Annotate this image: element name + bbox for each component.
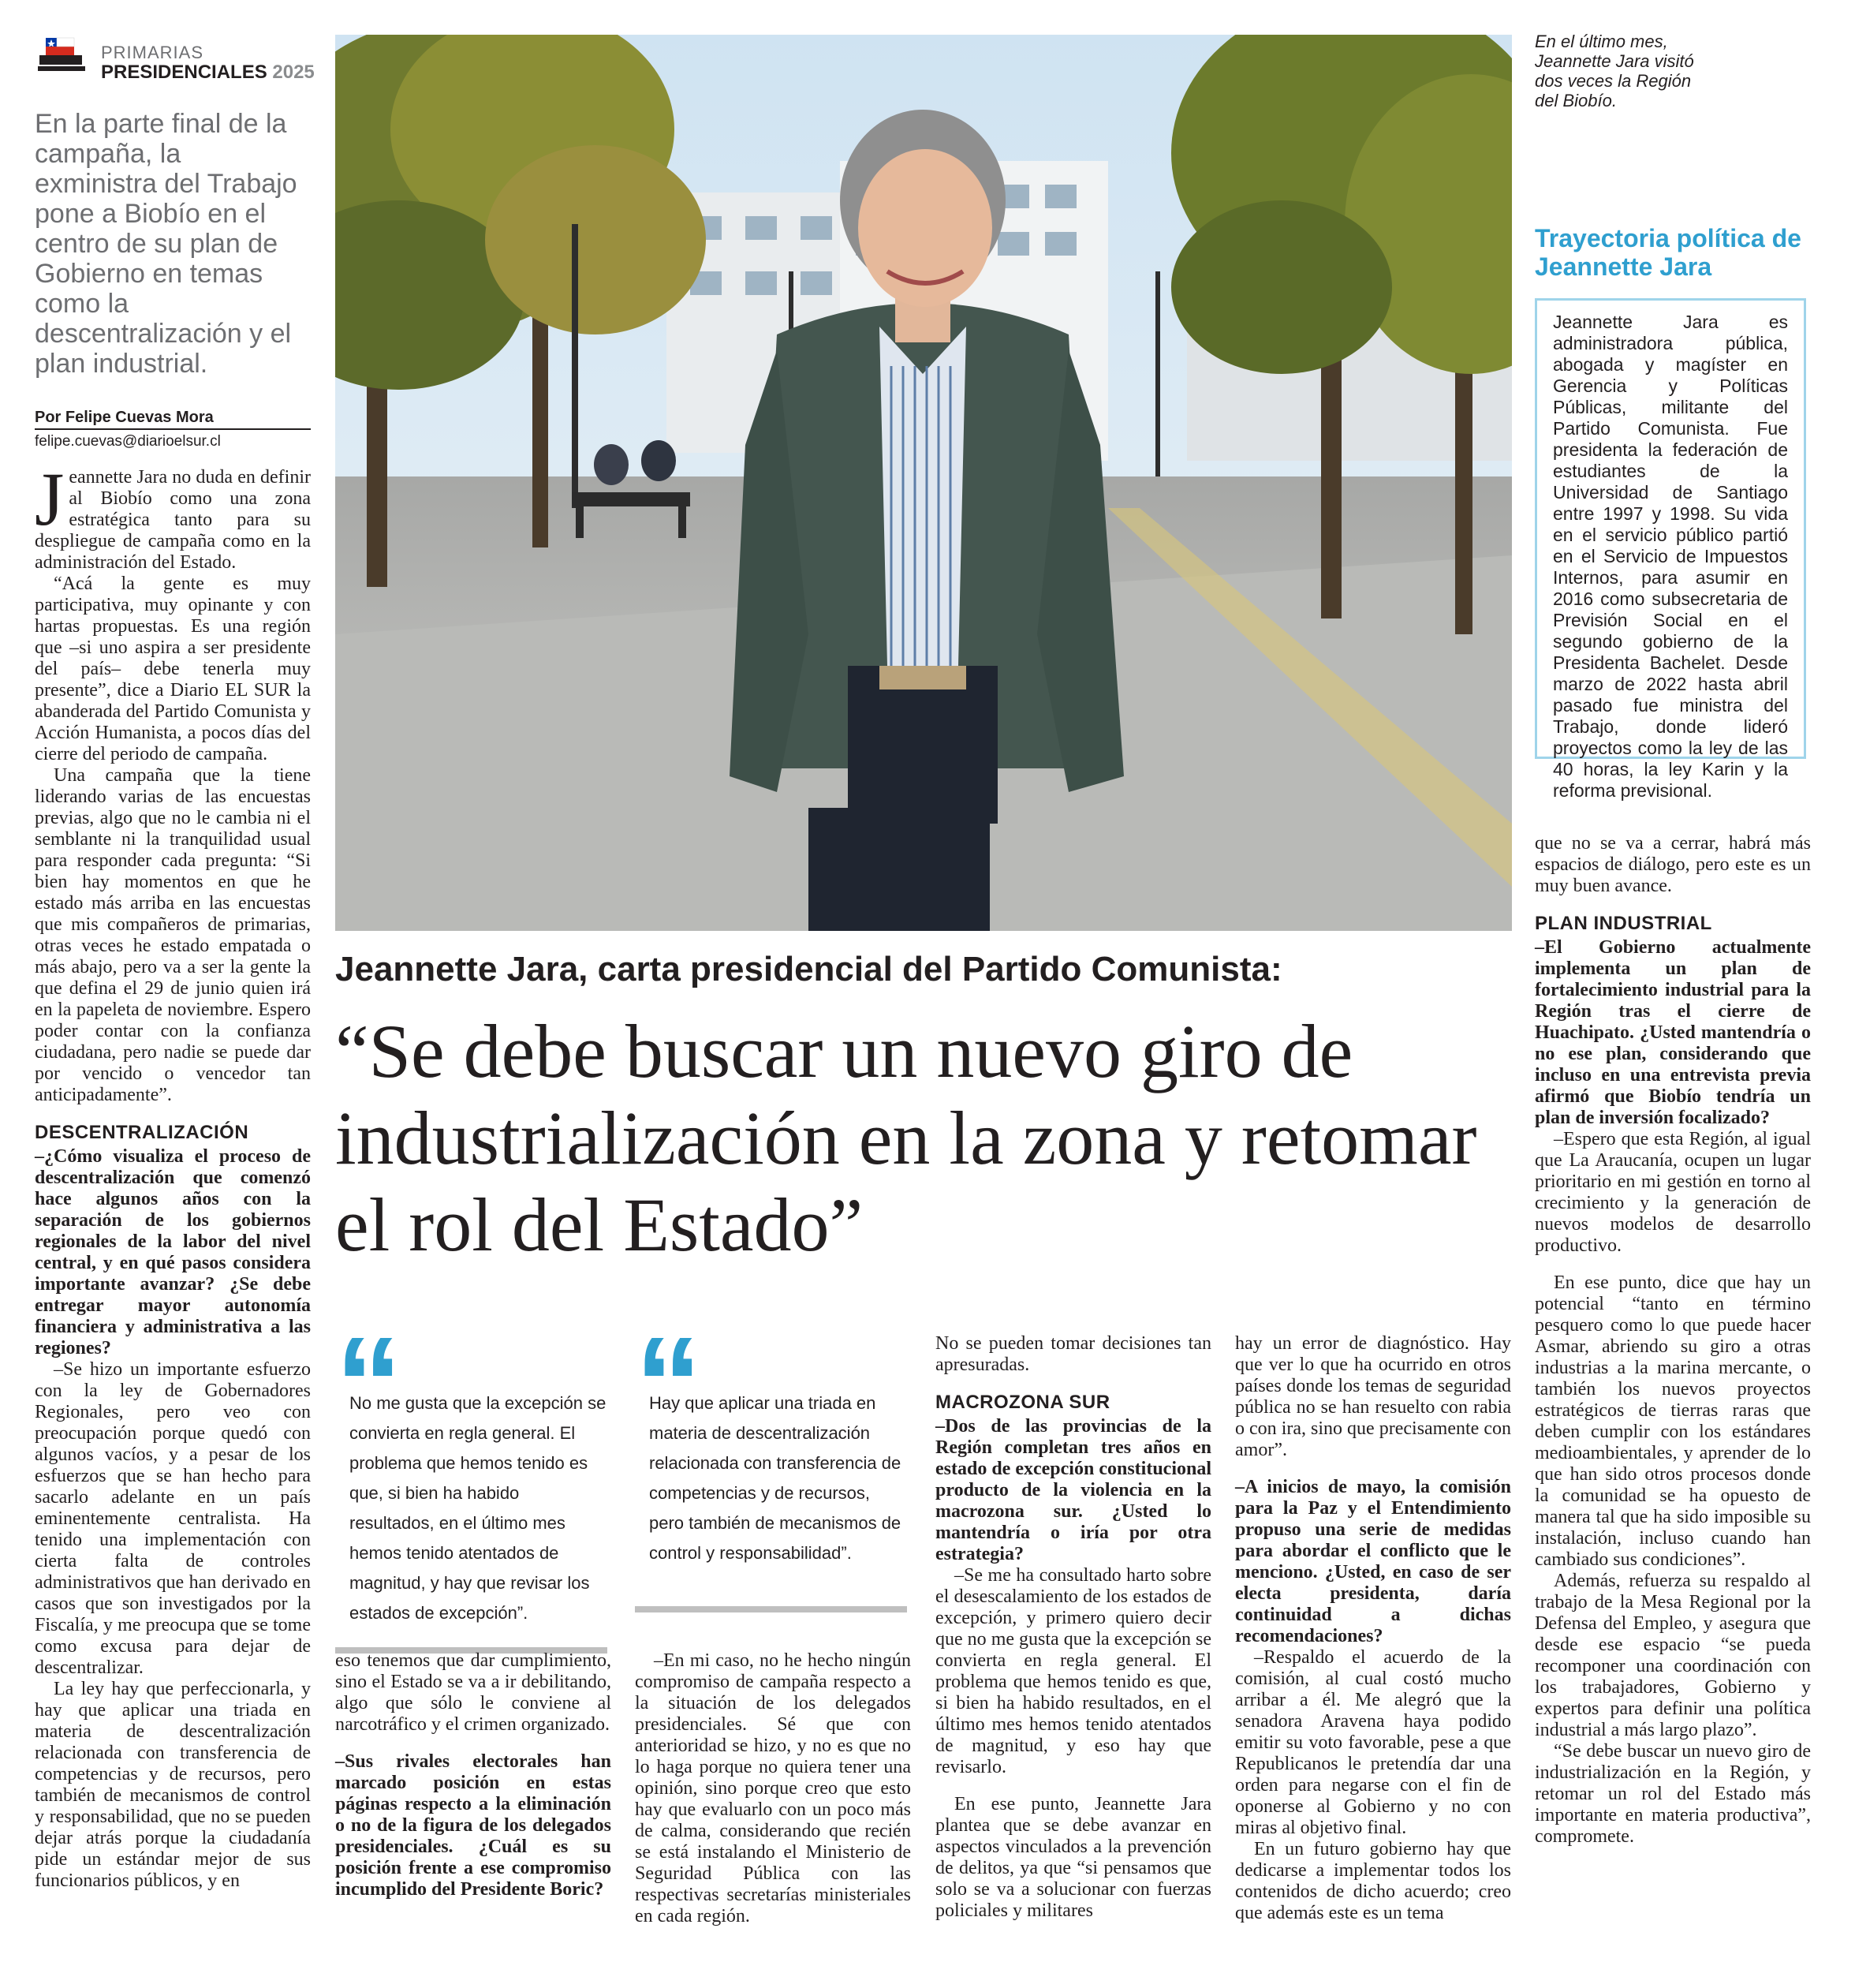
byline-author: Por Felipe Cuevas Mora	[35, 409, 311, 430]
col6-answer-4: “Se debe buscar un nuevo giro de industrialización en la Región, y retomar un rol del Estado más importante en materia productiva”, compromete.	[1535, 1741, 1811, 1847]
photo-illustration	[335, 35, 1512, 931]
chile-flag-icon	[35, 32, 98, 82]
subhead-macrozona-sur: MACROZONA SUR	[935, 1392, 1110, 1413]
column-6	[1535, 833, 1811, 1848]
subhead-descentralizacion: DESCENTRALIZACIÓN	[35, 1122, 249, 1143]
col1-p3: Una campaña que la tiene liderando varias de las encuestas previas, algo que no le cambia ni el semblante ni la tranquilidad usual para responder cada pregunta: “Si bien hay momentos en que he estado más arriba en las encuestas que mis compañeros de primarias, otras veces he estado empatada o más abajo, pero va a ser la gente la que defina el 29 de junio quien irá en la papeleta de noviembre. Espero poder contar con la confianza ciudadana, pero nadie se puede dar por vencido o vencedor tan anticipadamente”.	[35, 765, 311, 1105]
sidebar-box	[1535, 298, 1806, 801]
pullquote-2	[635, 1333, 907, 1612]
quote-mark-icon: “	[335, 1333, 402, 1420]
col1-question-1: –¿Cómo visualiza el proceso de descentralización que comenzó hace algunos años con la separación de los gobiernos regionales de la labor del nivel central, y en qué pasos considera importante avanzar? ¿Se debe entregar mayor autonomía financiera y administrativa a las regiones?	[35, 1146, 311, 1358]
column-3	[635, 1650, 911, 1927]
column-2	[335, 1650, 611, 1900]
col1-answer-1: –Se hizo un importante esfuerzo con la ley de Gobernadores Regionales, pero veo con preocupación porque quedó con algunos vacíos, y a pesar de los esfuerzos que se han hecho para sacarlo adelante en un país eminentemente centralista. Ha tenido una implementación con cierta falta de controles administrativos que han derivado en casos que son investigados por la Fiscalía, y me preocupa que se tome como excusa para dejar de descentralizar.	[35, 1359, 311, 1678]
col6-question-1: –El Gobierno actualmente implementa un plan de fortalecimiento industrial para la Región tras el cierre de Huachipato. ¿Usted mantendría o no ese plan, considerando que incluso en una entrevista previa afirmó que Biobío tendría un plan de inversión focalizado?	[1535, 937, 1811, 1128]
subhead-plan-industrial: PLAN INDUSTRIAL	[1535, 913, 1712, 934]
drop-cap: J	[35, 457, 65, 541]
col6-p1: que no se va a cerrar, habrá más espacios de diálogo, pero este es un muy buen avance.	[1535, 833, 1811, 896]
column-1	[35, 457, 311, 1892]
masthead-line2	[101, 62, 315, 84]
column-4	[935, 1333, 1211, 1922]
col4-p2: En ese punto, Jeannette Jara plantea que se debe avanzar en aspectos vinculados a la prevención de delitos, ya que “si pensamos que solo se va a solucionar con fuerzas policiales y militares	[935, 1794, 1211, 1921]
photo-caption: En el último mes, Jeannette Jara visitó dos veces la Región del Biobío.	[1535, 32, 1694, 110]
col1-intro	[35, 457, 311, 574]
col3-p1: –En mi caso, no he hecho ningún compromiso de campaña respecto a la situación de los delegados presidenciales. Sé que con anterioridad se hizo, y no es que no lo haga porque no quiera tener una opinión, sino porque creo que esto hay que evaluarlo con un poco más de calma, considerando que recién se está instalando el Ministerio de Seguridad Pública con las respectivas secretarías ministeriales en cada región.	[635, 1650, 911, 1926]
col1-answer-2: La ley hay que perfeccionarla, y hay que aplicar una triada en materia de descentralización relacionada con transferencia de competencias y de recursos, pero también de mecanismos de control y responsabilidad, que no se pueden dejar atrás porque la ciudadanía pide un estándar mejor de sus funcionarios públicos, y en	[35, 1679, 311, 1891]
col5-answer-1: –Respaldo el acuerdo de la comisión, al cual costó mucho arribar a él. Me alegró que la senadora Aravena haya podido emitir su voto favorable, pese a que Republicanos le pretendía dar una orden para negarse con el fin de oponerse al Gobierno y no con miras al objetivo final.	[1235, 1647, 1511, 1838]
masthead-line1: PRIMARIAS	[101, 43, 204, 62]
col6-answer-1: –Espero que esta Región, al igual que La Araucanía, ocupen un lugar prioritario en mi gestión en torno al crecimiento y la generación de nuevos modelos de desarrollo productivo.	[1535, 1129, 1811, 1256]
col5-answer-2: En un futuro gobierno hay que dedicarse a implementar todos los contenidos de dicho acuerdo; creo que además este es un tema	[1235, 1839, 1511, 1923]
pullquote-1	[335, 1333, 607, 1654]
col4-answer-1: –Se me ha consultado harto sobre el desescalamiento de los estados de excepción, y primero quiero decir que no me gusta que la excepción se convierta en regla general. El problema que hemos tenido es que, si bien ha habido resultados, en el último mes hemos tenido atentados de magnitud, y eso hay que revisarlo.	[935, 1565, 1211, 1777]
col6-answer-3: Además, refuerza su respaldo al trabajo de la Mesa Regional por la Defensa del Empleo, y asegura que desde ese espacio “se pueda recomponer una coordinación con los trabajadores, Gobierno y expertos para definir una política industrial a más largo plazo”.	[1535, 1571, 1811, 1740]
pullquote-2-rule	[635, 1606, 907, 1612]
headline-title: “Se debe buscar un nuevo giro de industrialización en la zona y retomar el rol del Estado”	[335, 1009, 1477, 1267]
deck: En la parte final de la campaña, la exministra del Trabajo pone a Biobío en el centro de su plan de Gobierno en temas como la descentralización y el plan industrial.	[35, 109, 297, 379]
headline-kicker: Jeannette Jara, carta presidencial del Partido Comunista:	[335, 950, 1282, 988]
col1-p2: “Acá la gente es muy participativa, muy opinante y con hartas propuestas. Es una región que –si uno aspira a ser presidente del país– debe tenerla muy presente”, dice a Diario EL SUR la abanderada del Partido Comunista y Acción Humanista, a pocos días del cierre del periodo de campaña.	[35, 574, 311, 764]
col2-question-1: –Sus rivales electorales han marcado posición en estas páginas respecto a la eliminación o no de la figura de los delegados presidenciales. ¿Cuál es su posición frente a ese compromiso incumplido del Presidente Boric?	[335, 1751, 611, 1900]
main-photo	[335, 35, 1512, 931]
masthead-year: 2025	[272, 62, 315, 83]
quote-mark-icon: “	[635, 1333, 702, 1420]
sidebar-title: Trayectoria política de Jeannette Jara	[1535, 224, 1801, 281]
byline	[35, 409, 311, 450]
pullquote-1-text: No me gusta que la excepción se convierta en regla general. El problema que hemos tenido es que, si bien ha habido resultados, en el último mes hemos tenido atentados de magnitud, y hay que revisar los estados de excepción”.	[349, 1393, 607, 1623]
col2-p1: eso tenemos que dar cumplimiento, sino el Estado se va a ir debilitando, algo que sólo le conviene al narcotráfico y el crimen organizado.	[335, 1650, 611, 1735]
col4-p1: No se pueden tomar decisiones tan apresuradas.	[935, 1333, 1211, 1375]
col6-answer-2: En ese punto, dice que hay un potencial “tanto en término pesquero como lo que puede hacer Asmar, abriendo su giro a otras industrias a la marina mercante, o también los nuevos proyectos estratégicos de tierras raras que deben cumplir con los estándares medioambientales, y aprender de lo que han sido otros procesos donde la comunidad se ha opuesto de manera tal que ha sido imposible su instalación, incluso cuando han cambiado sus condiciones”.	[1535, 1272, 1811, 1570]
col1-p1: eannette Jara no duda en definir al Biobío como una zona estratégica tanto para su despliegue de campaña como en la administración del Estado.	[35, 467, 311, 573]
masthead	[35, 32, 315, 87]
masthead-presidenciales: PRESIDENCIALES	[101, 62, 267, 83]
pullquote-2-text: Hay que aplicar una triada en materia de descentralización relacionada con transferencia de competencias y de recursos, pero también de mecanismos de control y responsabilidad”.	[649, 1393, 901, 1563]
col4-question-1: –Dos de las provincias de la Región completan tres años en estado de excepción constitucional producto de la violencia en la macrozona sur. ¿Usted lo mantendría o iría por otra estrategia?	[935, 1416, 1211, 1564]
sidebar-body: Jeannette Jara es administradora pública, abogada y magíster en Gerencia y Políticas Públicas, militante del Partido Comunista. Fue presidenta la federación de estudiantes de la Universidad de Santiago entre 1997 y 1998. Su vida en el servicio público partió en el Servicio de Impuestos Internos, para asumir en 2016 como subsecretaria de Previsión Social en el segundo gobierno de la Presidenta Bachelet. Desde marzo de 2022 hasta abril pasado fue ministra del Trabajo, donde lideró proyectos como la ley de las 40 horas, la ley Karin y la reforma previsional.	[1553, 312, 1788, 801]
column-5	[1235, 1333, 1511, 1924]
col5-question-1: –A inicios de mayo, la comisión para la Paz y el Entendimiento propuso una serie de medidas para abordar el conflicto que le menciono. ¿Usted, en caso de ser electa presidenta, daría continuidad a dichas recomendaciones?	[1235, 1477, 1511, 1646]
col5-p1: hay un error de diagnóstico. Hay que ver lo que ha ocurrido en otros países donde los temas de seguridad pública no se han resuelto con rabia o con ira, sino que precisamente con amor”.	[1235, 1333, 1511, 1460]
byline-email: felipe.cuevas@diarioelsur.cl	[35, 433, 221, 450]
